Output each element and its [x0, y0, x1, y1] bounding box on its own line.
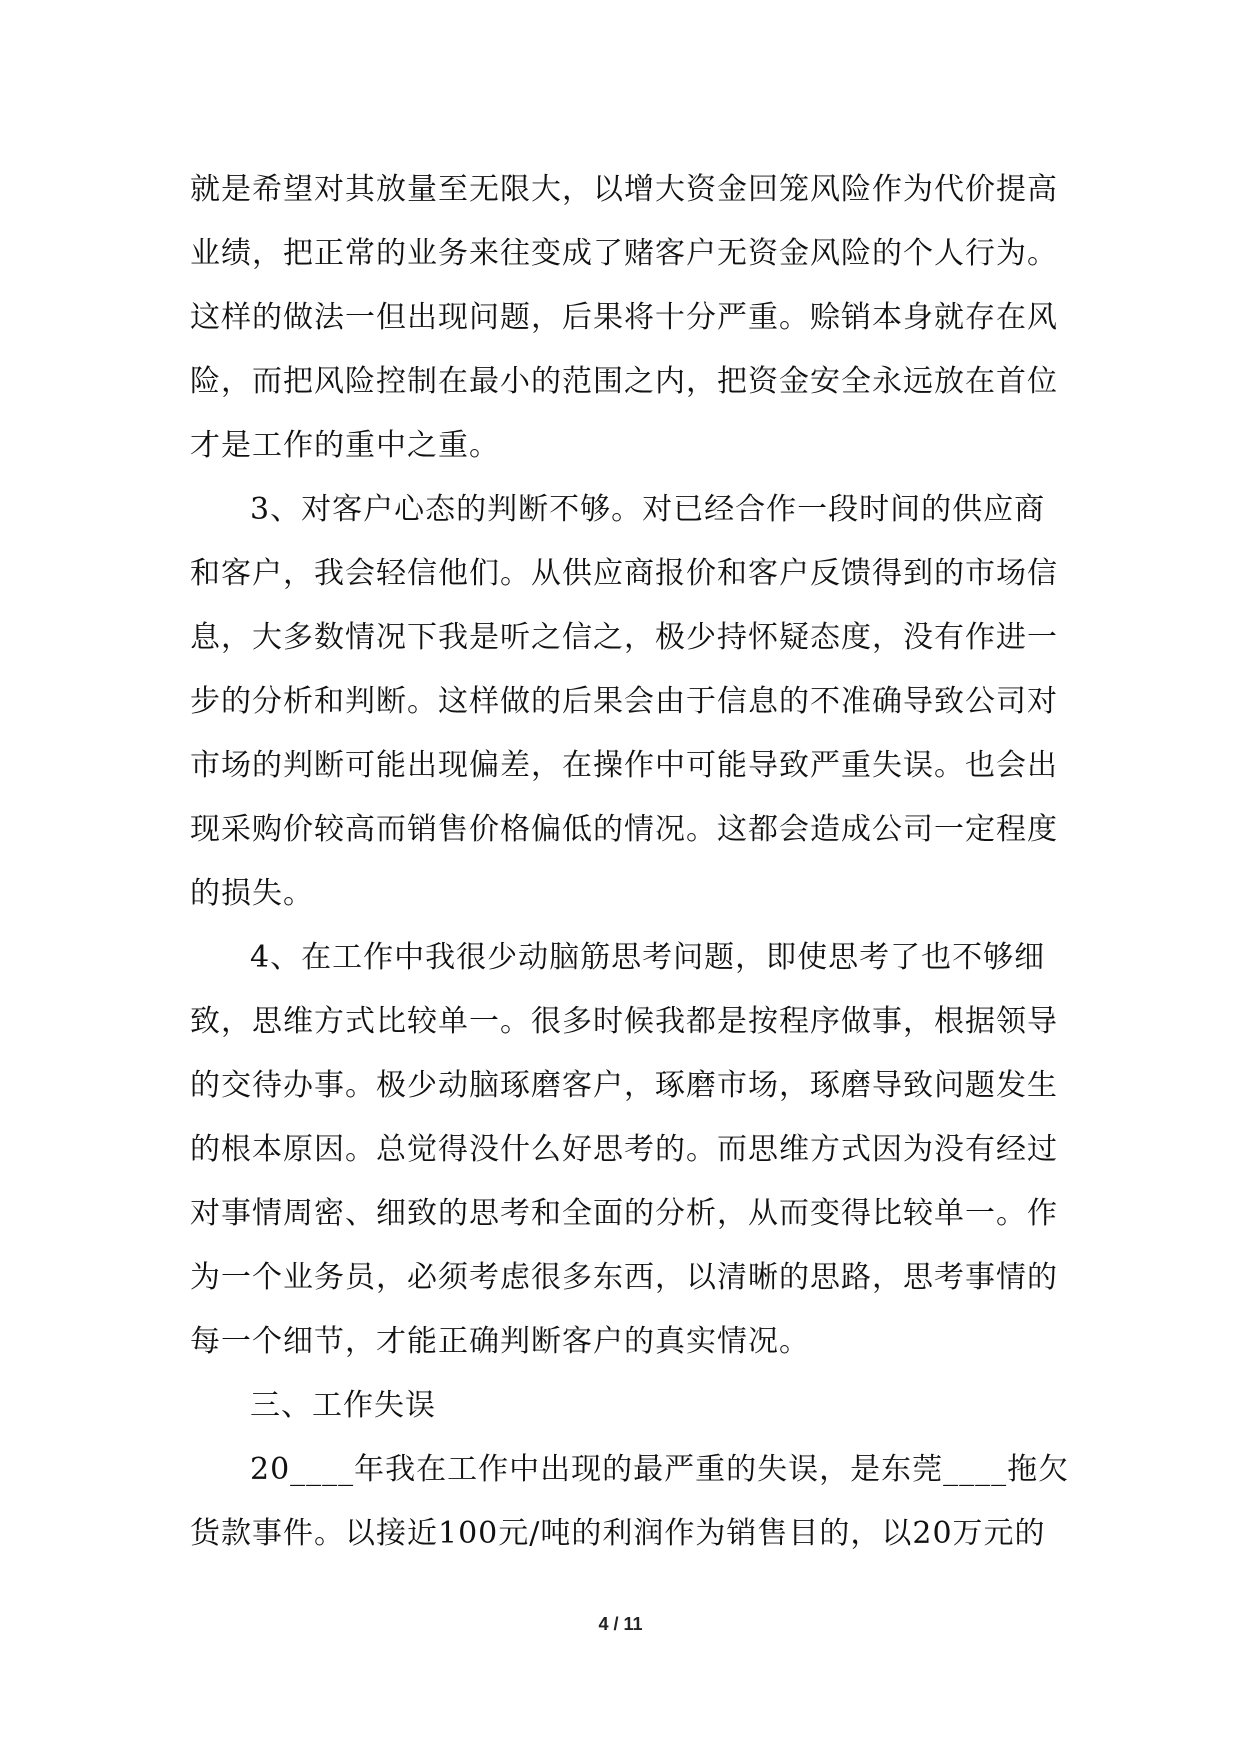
text-line: 和客户，我会轻信他们。从供应商报价和客户反馈得到的市场信 — [190, 556, 1058, 591]
text-line: 就是希望对其放量至无限大，以增大资金回笼风险作为代价提高 — [190, 172, 1058, 207]
text-line: 每一个细节，才能正确判断客户的真实情况。 — [190, 1324, 810, 1359]
document-body — [190, 158, 1070, 1566]
page-number: 4 / 11 — [598, 1614, 643, 1634]
section-heading: 三、工作失误 — [250, 1388, 436, 1423]
text-line: 的根本原因。总觉得没什么好思考的。而思维方式因为没有经过 — [190, 1132, 1058, 1167]
text-line: 市场的判断可能出现偏差，在操作中可能导致严重失误。也会出 — [190, 748, 1058, 783]
text-line: 对事情周密、细致的思考和全面的分析，从而变得比较单一。作 — [190, 1196, 1058, 1231]
text-line: 的交待办事。极少动脑琢磨客户，琢磨市场，琢磨导致问题发生 — [190, 1068, 1058, 1103]
text-line: 的损失。 — [190, 876, 314, 911]
text-line: 货款事件。以接近100元/吨的利润作为销售目的，以20万元的 — [190, 1516, 1046, 1551]
text-line: 致，思维方式比较单一。很多时候我都是按程序做事，根据领导 — [190, 1004, 1058, 1039]
text-line: 业绩，把正常的业务来往变成了赌客户无资金风险的个人行为。 — [190, 236, 1058, 271]
text-line: 息，大多数情况下我是听之信之，极少持怀疑态度，没有作进一 — [190, 620, 1058, 655]
text-line: 险，而把风险控制在最小的范围之内，把资金安全永远放在首位 — [190, 364, 1058, 399]
text-line: 为一个业务员，必须考虑很多东西，以清晰的思路，思考事情的 — [190, 1260, 1058, 1295]
paragraph-start-line: 4、在工作中我很少动脑筋思考问题，即使思考了也不够细 — [250, 940, 1046, 975]
text-line: 这样的做法一但出现问题，后果将十分严重。赊销本身就存在风 — [190, 300, 1058, 335]
text-line: 才是工作的重中之重。 — [190, 428, 500, 463]
paragraph-start-line: 20____年我在工作中出现的最严重的失误，是东莞____拖欠 — [250, 1452, 1070, 1487]
paragraph-start-line: 3、对客户心态的判断不够。对已经合作一段时间的供应商 — [250, 492, 1046, 527]
text-line: 步的分析和判断。这样做的后果会由于信息的不准确导致公司对 — [190, 684, 1058, 719]
text-line: 现采购价较高而销售价格偏低的情况。这都会造成公司一定程度 — [190, 812, 1058, 847]
